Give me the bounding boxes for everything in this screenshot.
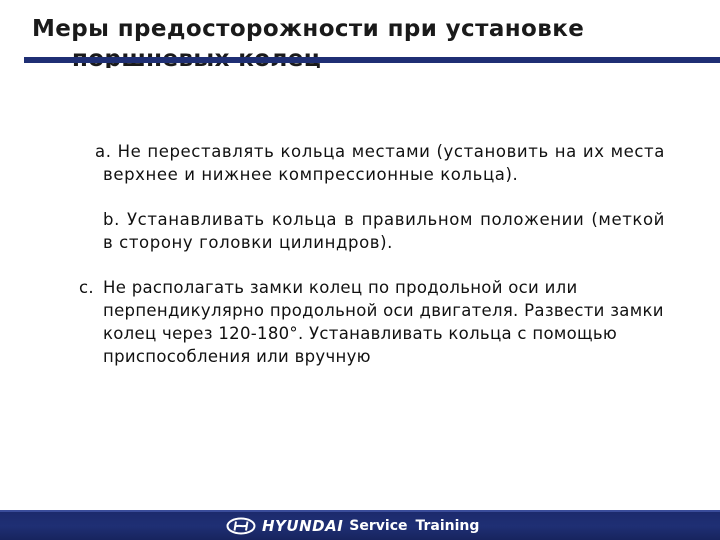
list-item-b	[75, 208, 665, 254]
list-item-c	[75, 276, 665, 368]
item-marker-a: a.	[95, 142, 112, 161]
title-divider	[24, 57, 720, 63]
list-item-a	[75, 140, 665, 186]
hyundai-logo-icon	[226, 517, 256, 535]
item-text-a: Не переставлять кольца местами (установить на их места верхнее и нижнее компрессионные кольца).	[103, 142, 665, 184]
item-text-c: Не располагать замки колец по продольной оси или перпендикулярно продольной оси двигателя. Развести замки колец через 120-180°. Устанавливать кольца с помощью приспособления или вручную	[103, 278, 664, 366]
instructions-list	[75, 140, 665, 368]
item-text-b: Устанавливать кольца в правильном положении (меткой в сторону головки цилиндров).	[103, 210, 665, 252]
brand-service: Service	[349, 518, 408, 534]
item-marker-c: c.	[79, 278, 94, 297]
brand-name: HYUNDAI	[262, 517, 344, 535]
brand-training: Training	[415, 518, 480, 534]
item-marker-b: b.	[103, 210, 120, 229]
footer-bar	[0, 510, 720, 540]
footer-branding	[226, 516, 479, 536]
title-line-1: Меры предосторожности при установке	[32, 16, 585, 42]
